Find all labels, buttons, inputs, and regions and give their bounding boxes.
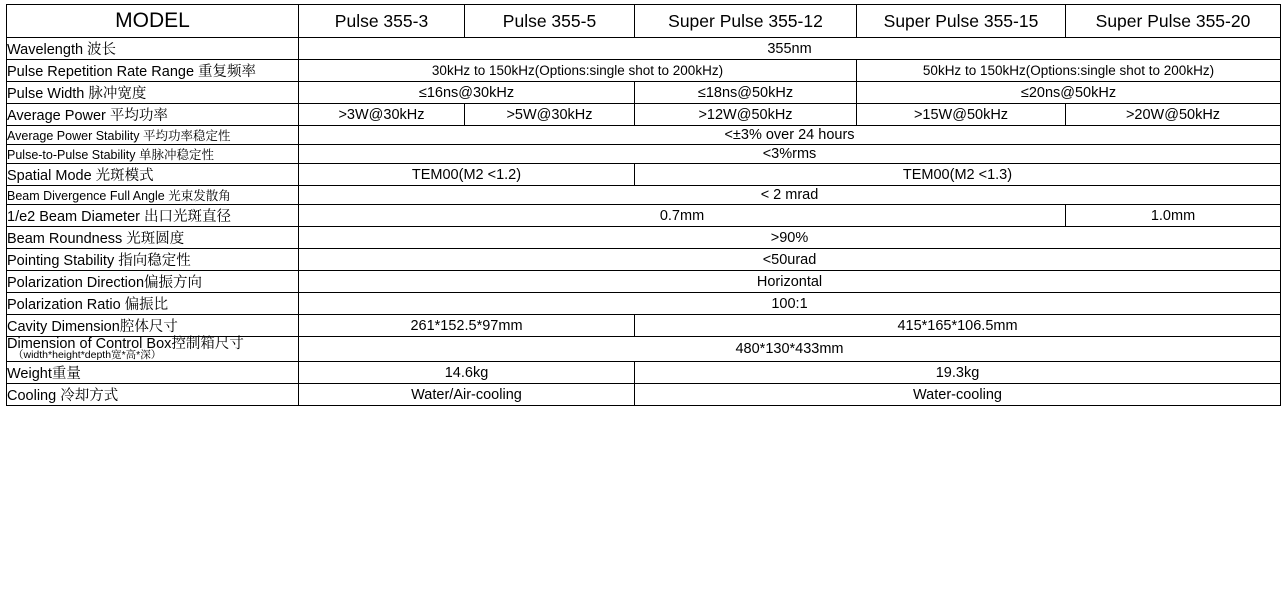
row-label-text: Average Power 平均功率 xyxy=(7,108,168,124)
row-label xyxy=(7,164,299,186)
table-row xyxy=(7,38,1281,60)
row-label-text: Weight重量 xyxy=(7,366,81,383)
row-label-text: Pulse-to-Pulse Stability 单脉冲稳定性 xyxy=(7,148,215,162)
row-label-text: Dimension of Control Box控制箱尺寸 xyxy=(7,336,244,352)
row-label xyxy=(7,145,299,164)
table-cell: <3%rms xyxy=(299,145,1281,164)
table-cell: >12W@50kHz xyxy=(635,104,857,126)
row-label xyxy=(7,249,299,271)
table-cell: ≤20ns@50kHz xyxy=(857,82,1281,104)
row-label-subtext: （width*height*depth宽*高*深） xyxy=(13,349,162,362)
table-cell: 1.0mm xyxy=(1066,205,1281,227)
table-cell: < 2 mrad xyxy=(299,186,1281,205)
table-cell: 261*152.5*97mm xyxy=(299,315,635,337)
table-cell: 480*130*433mm xyxy=(299,337,1281,362)
row-label-text: Wavelength 波长 xyxy=(7,42,117,58)
table-cell: <±3% over 24 hours xyxy=(299,126,1281,145)
row-label-text: Pulse Repetition Rate Range 重复频率 xyxy=(7,64,257,80)
row-label-text: Cooling 冷却方式 xyxy=(7,388,119,405)
row-label xyxy=(7,362,299,384)
row-label-text: Pulse Width 脉冲宽度 xyxy=(7,86,147,102)
table-row xyxy=(7,104,1281,126)
table-row xyxy=(7,60,1281,82)
table-row xyxy=(7,315,1281,337)
row-label xyxy=(7,293,299,315)
table-row xyxy=(7,249,1281,271)
table-cell: <50urad xyxy=(299,249,1281,271)
row-label xyxy=(7,104,299,126)
row-label xyxy=(7,126,299,145)
table-row xyxy=(7,271,1281,293)
table-row xyxy=(7,293,1281,315)
row-label-text: Polarization Ratio 偏振比 xyxy=(7,297,169,313)
table-cell: 100:1 xyxy=(299,293,1281,315)
table-cell: 355nm xyxy=(299,38,1281,60)
table-row xyxy=(7,227,1281,249)
table-cell: >15W@50kHz xyxy=(857,104,1066,126)
table-row xyxy=(7,205,1281,227)
table-cell: TEM00(M2 <1.3) xyxy=(635,164,1281,186)
row-label xyxy=(7,38,299,60)
table-cell: TEM00(M2 <1.2) xyxy=(299,164,635,186)
table-cell: >20W@50kHz xyxy=(1066,104,1281,126)
table-header xyxy=(7,5,1281,38)
row-label-text: Spatial Mode 光斑模式 xyxy=(7,168,154,184)
table-cell: 50kHz to 150kHz(Options:single shot to 200kHz) xyxy=(857,60,1281,82)
table-header-row xyxy=(7,5,1281,38)
table-cell: 0.7mm xyxy=(299,205,1066,227)
table-row xyxy=(7,384,1281,406)
table-cell: ≤16ns@30kHz xyxy=(299,82,635,104)
row-label-text: Beam Roundness 光斑圆度 xyxy=(7,231,185,247)
row-label-text: Pointing Stability 指向稳定性 xyxy=(7,253,191,269)
table-row xyxy=(7,186,1281,205)
row-label xyxy=(7,271,299,293)
table-cell: Horizontal xyxy=(299,271,1281,293)
row-label-text: Average Power Stability 平均功率稳定性 xyxy=(7,129,231,143)
header-col-2: Pulse 355-5 xyxy=(465,5,635,38)
table-cell: 415*165*106.5mm xyxy=(635,315,1281,337)
specification-table xyxy=(6,4,1281,406)
table-row xyxy=(7,164,1281,186)
row-label xyxy=(7,205,299,227)
header-col-1: Pulse 355-3 xyxy=(299,5,465,38)
row-label-text: Polarization Direction偏振方向 xyxy=(7,275,203,291)
table-cell: >5W@30kHz xyxy=(465,104,635,126)
table-cell: 30kHz to 150kHz(Options:single shot to 200kHz) xyxy=(299,60,857,82)
table-cell: >3W@30kHz xyxy=(299,104,465,126)
row-label xyxy=(7,186,299,205)
row-label xyxy=(7,82,299,104)
row-label-text: Cavity Dimension腔体尺寸 xyxy=(7,319,178,335)
row-label xyxy=(7,384,299,406)
row-label xyxy=(7,227,299,249)
table-row xyxy=(7,126,1281,145)
header-model: MODEL xyxy=(7,5,299,38)
table-cell: Water-cooling xyxy=(635,384,1281,406)
header-col-5: Super Pulse 355-20 xyxy=(1066,5,1281,38)
table-row xyxy=(7,145,1281,164)
table-body xyxy=(7,38,1281,406)
table-row xyxy=(7,337,1281,362)
table-row xyxy=(7,362,1281,384)
row-label xyxy=(7,315,299,337)
header-col-4: Super Pulse 355-15 xyxy=(857,5,1066,38)
row-label xyxy=(7,337,299,362)
table-cell: >90% xyxy=(299,227,1281,249)
row-label-text: Beam Divergence Full Angle 光束发散角 xyxy=(7,189,231,203)
table-cell: ≤18ns@50kHz xyxy=(635,82,857,104)
row-label-text: 1/e2 Beam Diameter 出口光斑直径 xyxy=(7,209,232,225)
header-col-3: Super Pulse 355-12 xyxy=(635,5,857,38)
table-row xyxy=(7,82,1281,104)
table-cell: 14.6kg xyxy=(299,362,635,384)
row-label xyxy=(7,60,299,82)
table-cell: 19.3kg xyxy=(635,362,1281,384)
table-cell: Water/Air-cooling xyxy=(299,384,635,406)
